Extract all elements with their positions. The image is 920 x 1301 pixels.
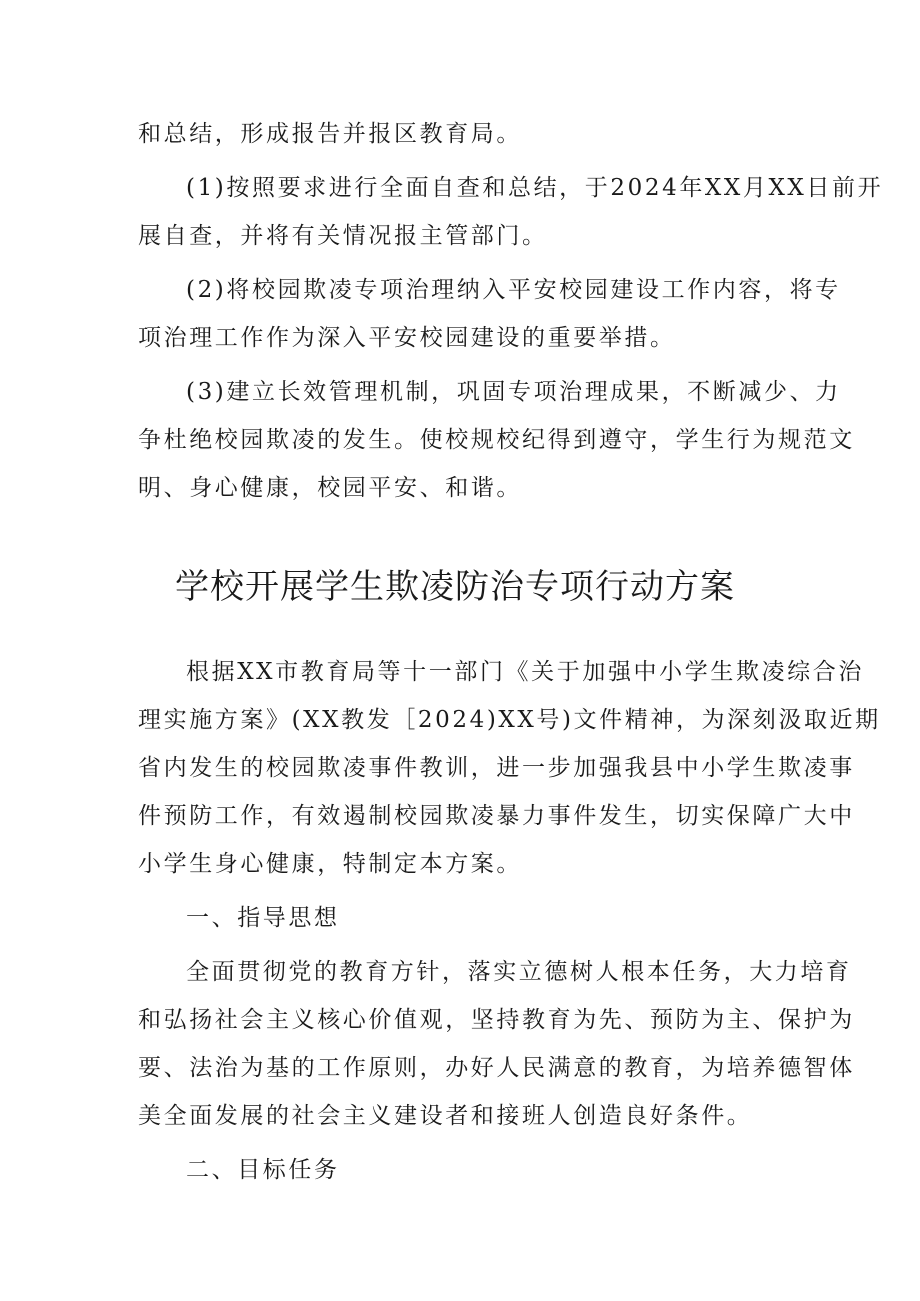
intro-paragraph-line: 省内发生的校园欺凌事件教训，进一步加强我县中小学生欺凌事 xyxy=(138,755,855,781)
document-page xyxy=(138,110,884,1194)
intro-paragraph-line: 件预防工作，有效遏制校园欺凌暴力事件发生，切实保障广大中 xyxy=(138,803,855,829)
list-item-2-line: 项治理工作作为深入平安校园建设的重要举措。 xyxy=(138,325,676,351)
paragraph-line: 和总结，形成报告并报区教育局。 xyxy=(138,121,522,147)
list-item-1-line: (1)按照要求进行全面自查和总结，于2024年XX月XX日前开 xyxy=(186,175,884,201)
document-title: 学校开展学生欺凌防治专项行动方案 xyxy=(175,567,735,607)
list-item-1-line: 展自查，并将有关情况报主管部门。 xyxy=(138,223,548,249)
guiding-paragraph-line: 全面贯彻党的教育方针，落实立德树人根本任务，大力培育 xyxy=(186,959,852,985)
guiding-paragraph-line: 美全面发展的社会主义建设者和接班人创造良好条件。 xyxy=(138,1103,753,1129)
section-heading-goals: 二、目标任务 xyxy=(186,1157,340,1183)
list-item-3-line: 争杜绝校园欺凌的发生。使校规校纪得到遵守，学生行为规范文 xyxy=(138,427,855,453)
section-heading-guiding: 一、指导思想 xyxy=(186,905,340,931)
list-item-3-line: 明、身心健康，校园平安、和谐。 xyxy=(138,475,522,501)
guiding-paragraph-line: 要、法治为基的工作原则，办好人民满意的教育，为培养德智体 xyxy=(138,1055,855,1081)
intro-paragraph-line: 根据XX市教育局等十一部门《关于加强中小学生欺凌综合治 xyxy=(186,659,864,685)
list-item-3-line: (3)建立长效管理机制，巩固专项治理成果，不断减少、力 xyxy=(186,379,841,405)
intro-paragraph-line: 小学生身心健康，特制定本方案。 xyxy=(138,851,522,877)
intro-paragraph-line: 理实施方案》(XX教发［2024)XX号)文件精神，为深刻汲取近期 xyxy=(138,707,881,733)
list-item-2-line: (2)将校园欺凌专项治理纳入平安校园建设工作内容，将专 xyxy=(186,277,841,303)
guiding-paragraph-line: 和弘扬社会主义核心价值观，坚持教育为先、预防为主、保护为 xyxy=(138,1007,855,1033)
